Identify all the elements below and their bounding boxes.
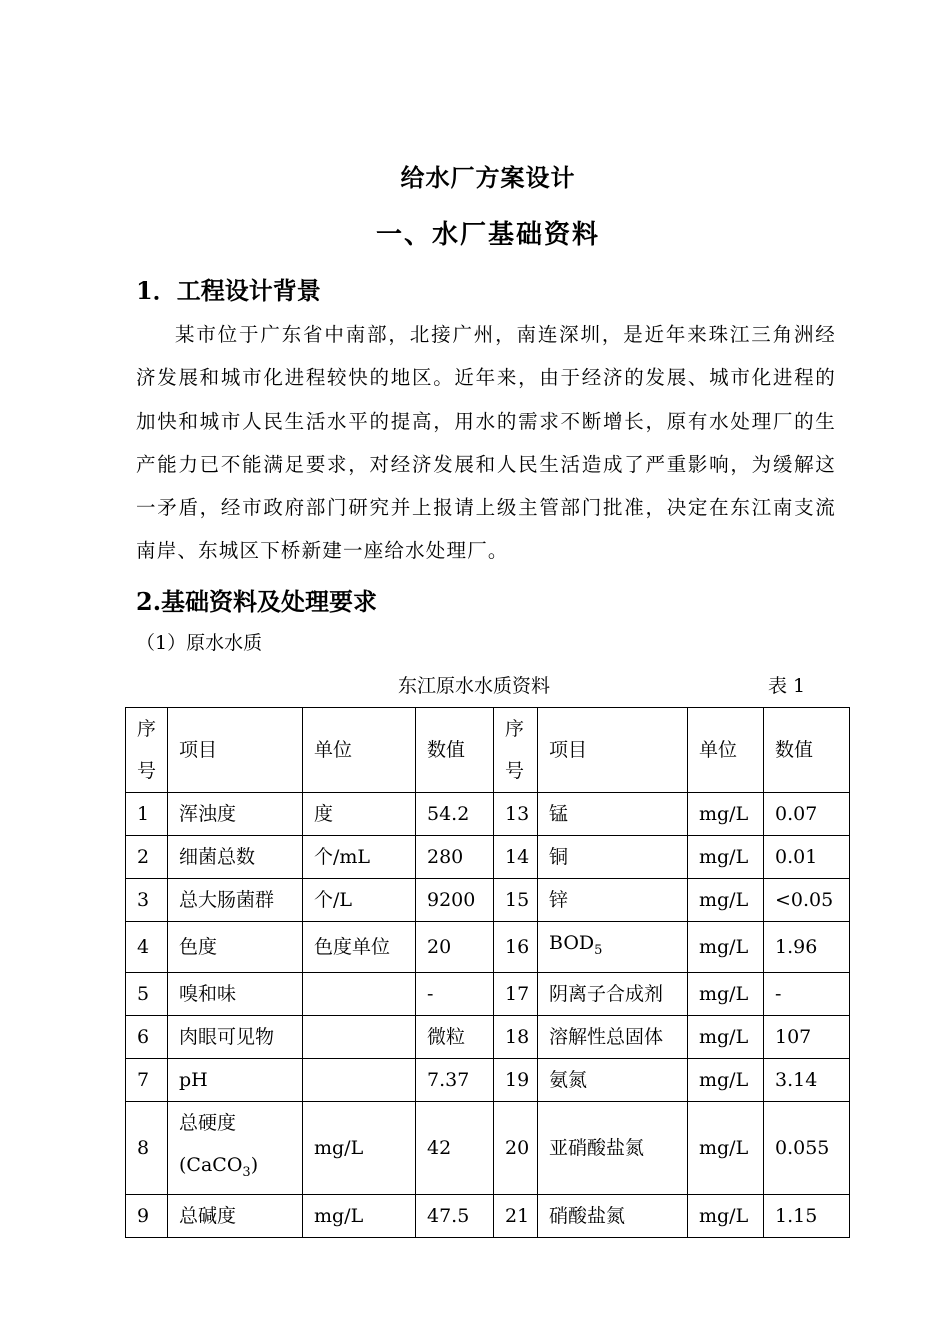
cell-unit: mg/L (688, 836, 764, 879)
cell-item: 嗅和味 (168, 972, 303, 1015)
table-row (126, 1194, 850, 1237)
cell-unit: mg/L (688, 793, 764, 836)
cell-value: 47.5 (416, 1194, 494, 1237)
cell-item: 氨氮 (538, 1058, 688, 1101)
cell-value: <0.05 (764, 879, 850, 922)
cell-value: 42 (416, 1101, 494, 1194)
table-row (126, 972, 850, 1015)
cell-unit: 度 (303, 793, 416, 836)
cell-unit: mg/L (303, 1101, 416, 1194)
cell-value: 1.15 (764, 1194, 850, 1237)
cell-unit: mg/L (688, 1194, 764, 1237)
cell-item: 亚硝酸盐氮 (538, 1101, 688, 1194)
cell-value: 3.14 (764, 1058, 850, 1101)
cell-item: 色度 (168, 922, 303, 973)
cell-item: 总硬度 (CaCO$_3$) (168, 1101, 303, 1194)
cell-value: - (764, 972, 850, 1015)
cell-no: 6 (126, 1015, 168, 1058)
cell-no: 14 (494, 836, 538, 879)
header-item: 项目 (168, 708, 303, 793)
cell-value: 107 (764, 1015, 850, 1058)
cell-item: 肉眼可见物 (168, 1015, 303, 1058)
table-caption: 东江原水水质资料 (398, 675, 551, 697)
table-header-row (126, 708, 850, 793)
cell-value: 7.37 (416, 1058, 494, 1101)
header-no-2: 序 号 (494, 708, 538, 793)
cell-value: 0.055 (764, 1101, 850, 1194)
table-row (126, 922, 850, 973)
cell-no: 1 (126, 793, 168, 836)
cell-item: 浑浊度 (168, 793, 303, 836)
cell-unit: mg/L (688, 1101, 764, 1194)
cell-no: 7 (126, 1058, 168, 1101)
cell-unit: mg/L (688, 1015, 764, 1058)
cell-unit: 色度单位 (303, 922, 416, 973)
raw-water-quality-subheading: （1）原水水质 (136, 632, 263, 654)
cell-value: 0.01 (764, 836, 850, 879)
cell-no: 18 (494, 1015, 538, 1058)
header-no: 序 号 (126, 708, 168, 793)
cell-unit: mg/L (303, 1194, 416, 1237)
cell-item: 总碱度 (168, 1194, 303, 1237)
cell-unit (303, 972, 416, 1015)
cell-unit (303, 1058, 416, 1101)
cell-unit: 个/mL (303, 836, 416, 879)
section-2-heading: 2.基础资料及处理要求 (136, 587, 378, 616)
cell-unit: mg/L (688, 922, 764, 973)
cell-item: 总大肠菌群 (168, 879, 303, 922)
cell-item: pH (168, 1058, 303, 1101)
background-paragraph: 某市位于广东省中南部，北接广州，南连深圳，是近年来珠江三角洲经济发展和城市化进程较快的地区。近年来，由于经济的发展、城市化进程的加快和城市人民生活水平的提高，用水的需求不断增长，原有水处理厂的生产能力已不能满足要求，对经济发展和人民生活造成了严重影响，为缓解这一矛盾，经市政府部门研究并上报请上级主管部门批准，决定在东江南支流南岸、东城区下桥新建一座给水处理厂。 (136, 323, 836, 563)
cell-value: 1.96 (764, 922, 850, 973)
cell-no: 8 (126, 1101, 168, 1194)
cell-value: 54.2 (416, 793, 494, 836)
table-row (126, 793, 850, 836)
cell-value: 微粒 (416, 1015, 494, 1058)
cell-no: 4 (126, 922, 168, 973)
cell-value: 0.07 (764, 793, 850, 836)
table-row (126, 1101, 850, 1194)
header-value: 数值 (416, 708, 494, 793)
cell-no: 2 (126, 836, 168, 879)
cell-item: 锌 (538, 879, 688, 922)
cell-unit: mg/L (688, 879, 764, 922)
cell-no: 16 (494, 922, 538, 973)
cell-item: 硝酸盐氮 (538, 1194, 688, 1237)
section-1-heading: 1．工程设计背景 (136, 276, 321, 305)
cell-value: 20 (416, 922, 494, 973)
cell-no: 15 (494, 879, 538, 922)
cell-item: 阴离子合成剂 (538, 972, 688, 1015)
cell-no: 5 (126, 972, 168, 1015)
cell-unit: mg/L (688, 972, 764, 1015)
cell-value: 280 (416, 836, 494, 879)
table-row (126, 879, 850, 922)
document-title: 给水厂方案设计 (400, 163, 576, 192)
cell-item: 细菌总数 (168, 836, 303, 879)
cell-unit: 个/L (303, 879, 416, 922)
cell-no: 17 (494, 972, 538, 1015)
header-value-2: 数值 (764, 708, 850, 793)
cell-item: $BOD_5$ (538, 922, 688, 973)
header-unit: 单位 (303, 708, 416, 793)
cell-no: 13 (494, 793, 538, 836)
chapter-title: 一、水厂基础资料 (375, 220, 600, 250)
cell-unit: mg/L (688, 1058, 764, 1101)
cell-no: 3 (126, 879, 168, 922)
header-item-2: 项目 (538, 708, 688, 793)
header-unit-2: 单位 (688, 708, 764, 793)
cell-value: 9200 (416, 879, 494, 922)
table-row (126, 1015, 850, 1058)
table-row (126, 1058, 850, 1101)
cell-item: 锰 (538, 793, 688, 836)
cell-item: 铜 (538, 836, 688, 879)
cell-value: - (416, 972, 494, 1015)
cell-no: 19 (494, 1058, 538, 1101)
cell-unit (303, 1015, 416, 1058)
water-quality-table (125, 707, 850, 1238)
table-row (126, 836, 850, 879)
cell-item: 溶解性总固体 (538, 1015, 688, 1058)
cell-no: 21 (494, 1194, 538, 1237)
cell-no: 20 (494, 1101, 538, 1194)
table-label: 表 1 (768, 675, 806, 697)
cell-no: 9 (126, 1194, 168, 1237)
